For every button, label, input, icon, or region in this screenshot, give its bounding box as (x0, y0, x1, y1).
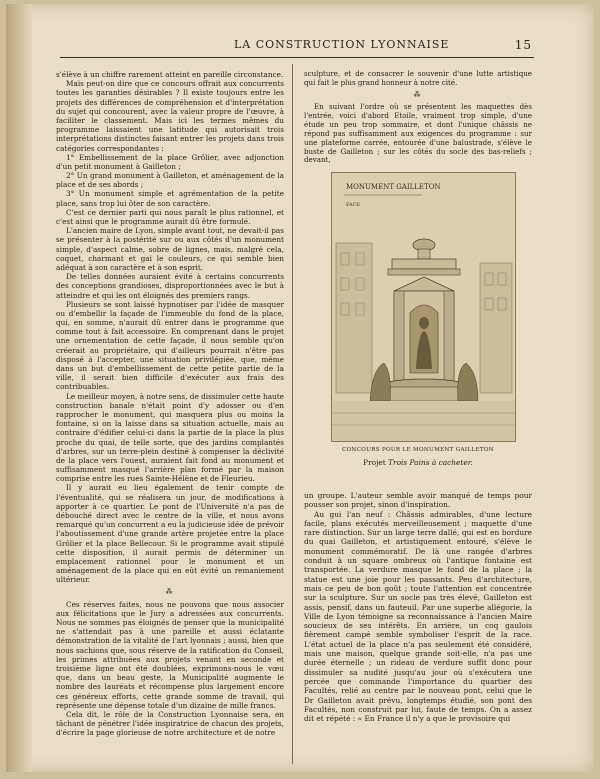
section-separator-stars: ⁂ (165, 587, 175, 596)
body-paragraph: Cela dit, le rôle de la Construction Lyonnaise sera, en tâchant de pénétrer l'idée inspiratrice de chacun des projets, d'écrire la page glorieuse de notre architecture et de notre (56, 709, 284, 738)
body-paragraph: C'est ce dernier parti qui nous paraît le plus rationnel, et c'est ainsi que le programme aurait dû être formulé. (56, 207, 284, 226)
body-paragraph: 3° Un monument simple et agrémentation de la petite place, sans trop lui ôter de son caractère. (56, 189, 284, 208)
column-divider (292, 64, 293, 764)
fountain-drawing (332, 173, 515, 441)
body-paragraph: Au gui l'an neuf : Châssis admirables, d'une lecture facile, plans exécutés merveilleusement ; maquette d'une rare distinction. Sur un large terre dallé, qui est en bordure du quai Gailleton, et artistiquement entouré, s'élève le monument commémoratif. De là une rangée d'arbres conduit à un square ombreux où l'antique fontaine est transportée. La verdure masque le fond de la place ; la statue est une joie pour les passants. Peu d'architecture, mais ce peu de bon goût ; toute l'attention est concentrée sur la sculpture. Sur un socle pas très élevé, Gailleton est assis, pensif, dans un fauteuil. Par une superbe allégorie, la Ville de Lyon témoigne sa reconnaissance à l'ancien Maire soucieux de ses intérêts. En arrière, un coq gaulois fièrement campé semble symboliser l'esprit de la race. L'état actuel de la place n'a pas seulement été considéré, mais une maison, quelque grande soit-elle, n'a pas une durée éternelle ; un rideau de verdure suffit donc pour dissimuler sa nudité jusqu'au jour où s'exécutera une percée que commande l'importance du quartier des Facultés, relié au centre par le nouveau pont, celui que le Dr Gailleton avait prévu, longtemps étudié, son pont des Facultés, non construit par lui, faute de temps. On a assez dit et répété : « En France il n'y a que le provisoire qui (304, 509, 532, 724)
journal-title: LA CONSTRUCTION LYONNAISE (234, 38, 450, 51)
body-paragraph: sculpture, et de consacrer le souvenir d'une lutte artistique qui fait le plus grand honneur à notre cité. (304, 69, 532, 87)
body-paragraph: Ces réserves faites, nous ne pouvons que nous associer aux félicitations que le Jury a adressées aux concurrents. Nous ne sommes pas éloignés de penser que la municipalité ne s'attendait pas à une pareille et aussi éclatante démonstration de la vitalité de l'art lyonnais ; aussi, bien que nous sachions que, sous réserve de la ratification du Conseil, les primes attribuées aux projets venant en seconde et troisième ligne ont été doublées, exprimons-nous le vœu que, dans un beau geste, la Municipalité augmente le nombre des lauréats et récompense plus largement encore ces généreux efforts, cette grande somme de travail, qui représente une dépense totale d'un dizaine de mille francs. (56, 599, 284, 710)
caption-prefix: Projet (363, 458, 386, 467)
body-paragraph: 1° Embellissement de la place Grôlier, avec adjonction d'un petit monument à Gailleton ; (56, 152, 284, 171)
body-paragraph: un groupe. L'auteur semble avoir manqué de temps pour pousser son projet, sinon d'inspiration. (304, 491, 532, 510)
right-column-bottom (304, 491, 532, 723)
figure-caption-project (304, 458, 532, 467)
left-column (56, 70, 284, 738)
section-separator-stars: ⁂ (413, 90, 423, 99)
page-gutter-shadow (6, 4, 32, 772)
body-paragraph: Mais peut-on dire que ce concours offrait aux concurrents toutes les garanties désirables ? Il existe toujours entre les projets des différences de compréhension et d'interprétation du sujet qui concourent, avec la valeur propre de l'œuvre, à faciliter le classement. Mais ici les termes mêmes du programme laissaient une latitude qui autorisait trois interprétations distinctes faisant entrer les projets dans trois catégories correspondantes : (56, 79, 284, 153)
drawing-inscription: MONUMENT GAILLETON (346, 183, 441, 191)
caption-project-name: Trois Pains à cacheter. (388, 458, 473, 467)
body-paragraph: Il y aurait eu lieu également de tenir compte de l'éventualité, qui se réalisera un jour, de modifications à apporter à ce quartier. Le pont de l'Université n'a pas de débouché direct avec le centre de la ville, et nous avons remarqué qu'un concurrent a eu la judicieuse idée de prévoir l'aboutissement d'une grande artère projetée entre la place Grôlier et la place Bellecour. Si le programme avait stipulé cette disposition, il aurait permis de déterminer un emplacement rationnel pour le monument et un aménagement de la place qui en eût évité un remaniement ultérieur. (56, 483, 284, 585)
body-paragraph: Plusieurs se sont laissé hypnotiser par l'idée de masquer ou d'embellir la façade de l'immeuble du fond de la place, qui, en somme, n'aurait dû entrer dans le programme que comme tout à fait accessoire. En comprenant dans le projet une ornementation de cette façade, il nous semble qu'on créerait au propriétaire, qui d'ailleurs pourrait n'être pas disposé à l'accepter, une situation privilégiée, que, même dans un but d'embellissement de cette petite partie de la ville, il serait bien difficile d'exécuter aux frais des contribuables. (56, 299, 284, 392)
monument-illustration (331, 172, 516, 442)
body-paragraph: En suivant l'ordre où se présentent les maquettes dès l'entrée, voici d'abord Etoile, vraiment trop simple, d'une étude un peu trop sommaire, et dont l'unique châssis ne répond pas suffisamment aux exigences du programme : sur une plateforme carrée, entourée d'une balustrade, s'élève le buste de Gailleton ; sur les côtés du socle des bas-reliefs ; devant, (304, 101, 532, 165)
body-paragraph: 2° Un grand monument à Gailleton, et aménagement de la place et de ses abords ; (56, 171, 284, 190)
page-number: 15 (514, 38, 532, 52)
body-paragraph: Le meilleur moyen, à notre sens, de dissimuler cette haute construction banale n'était point d'y adosser ou d'en rapprocher le monument, qui masquera plus ou moins la fontaine, si on la laisse dans sa situation actuelle, mais au contraire d'édifier celui-ci dans la partie de la place la plus proche du quai, de telle sorte, que des jardins complantés d'arbres, sur un terre-plein destiné à compenser la déclivité de la place vers l'ouest, auraient fait fond au monument et suffisamment masqué l'arrière plan formé par la maison comprise entre les rues Sainte-Hélène et de Fleurieu. (56, 391, 284, 484)
body-paragraph: L'ancien maire de Lyon, simple avant tout, ne devait-il pas se présenter à la postérité sur ou aux côtés d'un monument simple, d'aspect calme, sobre de lignes, mais, malgré cela, coquet, charmant et gai le couleurs, ce qui semble bien adéquat à son caractère et à son esprit. (56, 226, 284, 272)
body-paragraph: s'élève à un chiffre rarement atteint en pareille circonstance. (56, 70, 284, 79)
running-header (62, 38, 532, 54)
figure-caption-title: CONCOURS POUR LE MONUMENT GAILLETON (342, 447, 494, 453)
drawing-subinscription: FACE (346, 202, 361, 208)
header-rule (60, 57, 534, 58)
right-column-top (304, 70, 532, 165)
body-paragraph: De telles données auraient évité à certains concurrents des conceptions grandioses, disproportionnées avec le but à atteindre et qui les ont éloignés des premiers rangs. (56, 272, 284, 300)
